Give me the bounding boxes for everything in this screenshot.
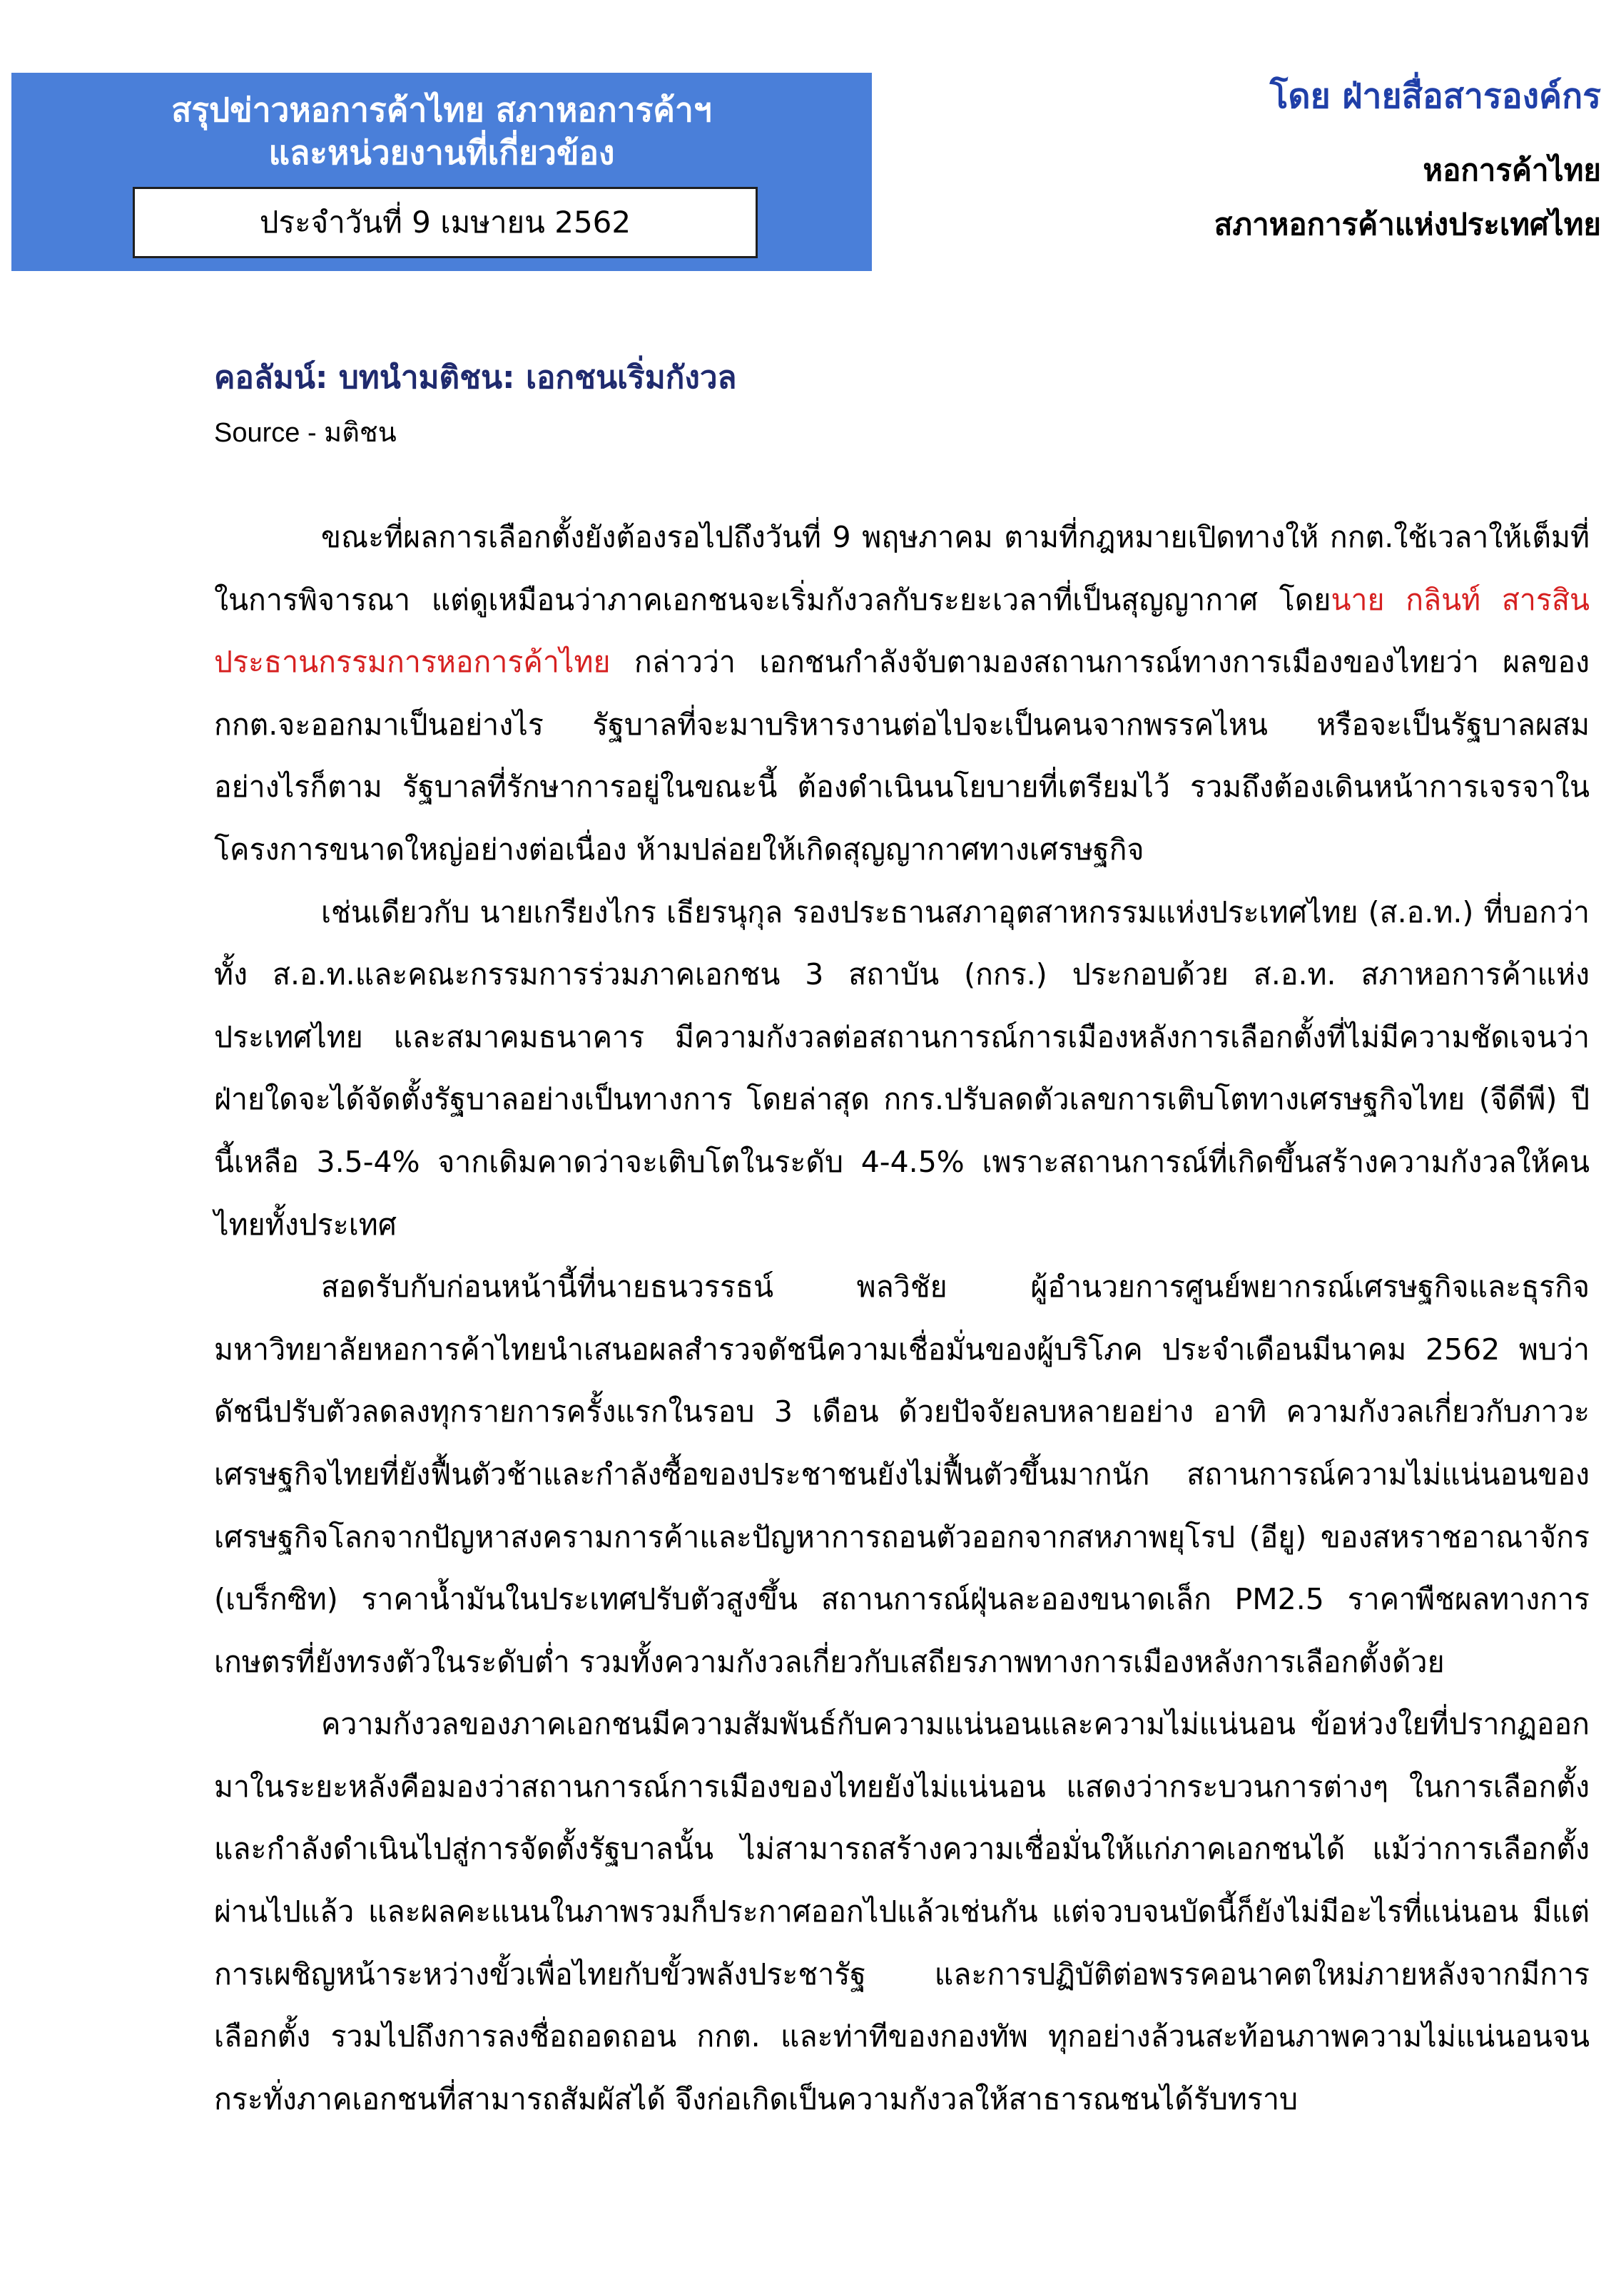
paragraph-1 bbox=[214, 506, 1590, 882]
paragraph-1-part-b: กล่าวว่า เอกชนกำลังจับตามองสถานการณ์ทางการเมืองของไทยว่า ผลของ กกต.จะออกมาเป็นอย่างไร รัฐบาลที่จะมาบริหารงานต่อไปจะเป็นคนจากพรรคไหน หรือจะเป็นรัฐบาลผสม อย่างไรก็ตาม รัฐบาลที่รักษาการอยู่ในขณะนี้ ต้องดำเนินนโยบายที่เตรียมไว้ รวมถึงต้องเดินหน้าการเจรจาในโครงการขนาดใหญ่อย่างต่อเนื่อง ห้ามปล่อยให้เกิดสุญญากาศทางเศรษฐกิจ bbox=[214, 645, 1590, 867]
paragraph-2: เช่นเดียวกับ นายเกรียงไกร เธียรนุกุล รองประธานสภาอุตสาหกรรมแห่งประเทศไทย (ส.อ.ท.) ที่บอกว่า ทั้ง ส.อ.ท.และคณะกรรมการร่วมภาคเอกชน 3 สถาบัน (กกร.) ประกอบด้วย ส.อ.ท. สภาหอการค้าแห่งประเทศไทย และสมาคมธนาคาร มีความกังวลต่อสถานการณ์การเมืองหลังการเลือกตั้งที่ไม่มีความชัดเจนว่าฝ่ายใดจะได้จัดตั้งรัฐบาลอย่างเป็นทางการ โดยล่าสุด กกร.ปรับลดตัวเลขการเติบโตทางเศรษฐกิจไทย (จีดีพี) ปีนี้เหลือ 3.5-4% จากเดิมคาดว่าจะเติบโตในระดับ 4-4.5% เพราะสถานการณ์ที่เกิดขึ้นสร้างความกังวลให้คนไทยทั้งประเทศ bbox=[214, 894, 1590, 1242]
header-title-line1: สรุปข่าวหอการค้าไทย สภาหอการค้าฯ bbox=[171, 91, 712, 129]
highlighted-name: นาย กลินท์ สารสิน ประธานกรรมการหอการค้าไทย bbox=[214, 582, 1590, 680]
date-box: ประจำวันที่ 9 เมษายน 2562 bbox=[133, 187, 758, 258]
org-thai-chamber: หอการค้าไทย bbox=[1423, 153, 1601, 188]
org-by-line: โดย ฝ่ายสื่อสารองค์กร bbox=[1269, 76, 1601, 116]
header-banner bbox=[11, 73, 872, 271]
paragraph-4: ความกังวลของภาคเอกชนมีความสัมพันธ์กับความแน่นอนและความไม่แน่นอน ข้อห่วงใยที่ปรากฏออกมาในระยะหลังคือมองว่าสถานการณ์การเมืองของไทยยังไม่แน่นอน แสดงว่ากระบวนการต่างๆ ในการเลือกตั้งและกำลังดำเนินไปสู่การจัดตั้งรัฐบาลนั้น ไม่สามารถสร้างความเชื่อมั่นให้แก่ภาคเอกชนได้ แม้ว่าการเลือกตั้งผ่านไปแล้ว และผลคะแนนในภาพรวมก็ประกาศออกไปแล้วเช่นกัน แต่จวบจนบัดนี้ก็ยังไม่มีอะไรที่แน่นอน มีแต่การเผชิญหน้าระหว่างขั้วเพื่อไทยกับขั้วพลังประชารัฐ และการปฏิบัติต่อพรรคอนาคตใหม่ภายหลังจากมีการเลือกตั้ง รวมไปถึงการลงชื่อถอดถอน กกต. และท่าทีของกองทัพ ทุกอย่างล้วนสะท้อนภาพความไม่แน่นอนจนกระทั่งภาคเอกชนที่สามารถสัมผัสได้ จึงก่อเกิดเป็นความกังวลให้สาธารณชนได้รับทราบ bbox=[214, 1707, 1590, 2116]
column-title: คอลัมน์: บทนำมติชน: เอกชนเริ่มกังวล bbox=[214, 359, 737, 396]
paragraph-3: สอดรับกับก่อนหน้านี้ที่นายธนวรรธน์ พลวิชัย ผู้อำนวยการศูนย์พยากรณ์เศรษฐกิจและธุรกิจ มหาวิทยาลัยหอการค้าไทยนำเสนอผลสำรวจดัชนีความเชื่อมั่นของผู้บริโภค ประจำเดือนมีนาคม 2562 พบว่า ดัชนีปรับตัวลดลงทุกรายการครั้งแรกในรอบ 3 เดือน ด้วยปัจจัยลบหลายอย่าง อาทิ ความกังวลเกี่ยวกับภาวะเศรษฐกิจไทยที่ยังฟื้นตัวช้าและกำลังซื้อของประชาชนยังไม่ฟื้นตัวขึ้นมากนัก สถานการณ์ความไม่แน่นอนของเศรษฐกิจโลกจากปัญหาสงครามการค้าและปัญหาการถอนตัวออกจากสหภาพยุโรป (อียู) ของสหราชอาณาจักร (เบร็กซิท) ราคาน้ำมันในประเทศปรับตัวสูงขึ้น สถานการณ์ฝุ่นละอองขนาดเล็ก PM2.5 ราคาพืชผลทางการเกษตรที่ยังทรงตัวในระดับต่ำ รวมทั้งความกังวลเกี่ยวกับเสถียรภาพทางการเมืองหลังการเลือกตั้งด้วย bbox=[214, 1270, 1590, 1679]
org-board-of-trade: สภาหอการค้าแห่งประเทศไทย bbox=[1214, 207, 1601, 242]
article bbox=[214, 357, 1590, 2131]
header-title bbox=[11, 88, 872, 174]
org-block bbox=[959, 71, 1601, 245]
article-body bbox=[214, 506, 1590, 2131]
paragraph-1-part-a: ขณะที่ผลการเลือกตั้งยังต้องรอไปถึงวันที่ 9 พฤษภาคม ตามที่กฎหมายเปิดทางให้ กกต.ใช้เวลาให้เต็มที่ในการพิจารณา แต่ดูเหมือนว่าภาคเอกชนจะเริ่มกังวลกับระยะเวลาที่เป็นสุญญากาศ โดย bbox=[214, 520, 1590, 617]
header-title-line2: และหน่วยงานที่เกี่ยวข้อง bbox=[268, 133, 615, 172]
source-line: Source - มติชน bbox=[214, 418, 397, 448]
